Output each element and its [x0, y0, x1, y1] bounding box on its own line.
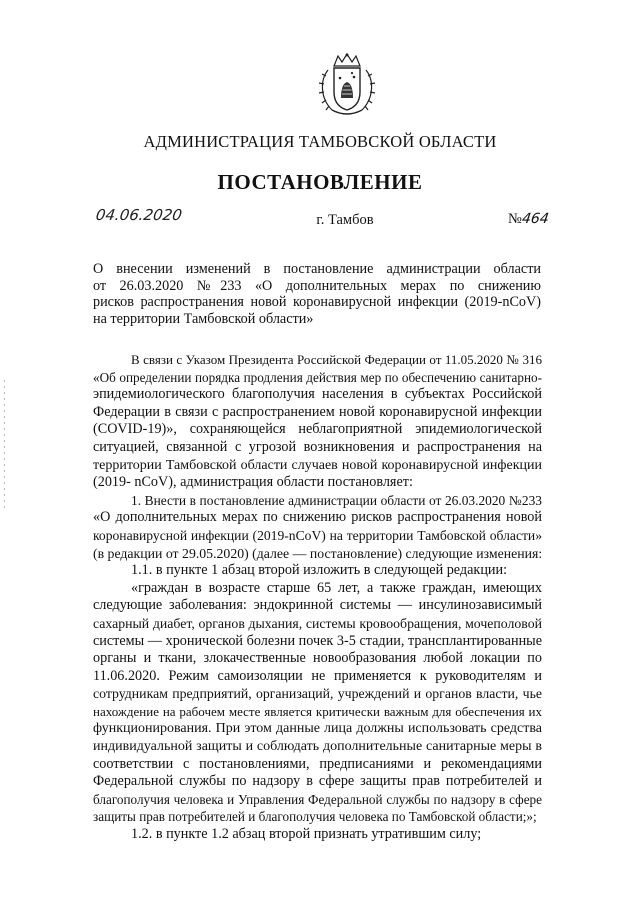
document-number: [508, 211, 549, 228]
body-line: нахождение на рабочем месте является критически важным для обеспечения их: [93, 703, 542, 719]
document-subject: [93, 261, 541, 327]
body-line: 1.1. в пункте 1 абзац второй изложить в следующей редакции:: [131, 562, 508, 579]
number-value: 464: [520, 211, 550, 227]
document-body: [93, 351, 542, 844]
body-line: соответствии с постановлениями, предписаниями и рекомендациями: [93, 755, 542, 772]
body-line: эпидемиологического благополучия населения в субъектах Российской: [93, 386, 542, 403]
body-line: «граждан в возрасте старше 65 лет, а также граждан, имеющих: [131, 579, 542, 596]
body-line: (COVID-19)», сохраняющейся неблагоприятной эпидемиологической: [93, 421, 542, 438]
body-line: системы — хронической болезни почек 3-5 стадии, трансплантированные: [93, 632, 542, 649]
body-line: (в редакции от 29.05.2020) (далее — постановление) следующие изменения:: [93, 545, 543, 561]
body-line: защиты прав потребителей и благополучия человека по Тамбовской области;»;: [93, 809, 537, 825]
body-line: сотрудникам предприятий, организаций, учреждений и органов власти, чье: [93, 686, 542, 702]
scan-edge-mark: [4, 380, 5, 510]
document-date: 04.06.2020: [94, 206, 184, 224]
number-prefix: №: [508, 211, 522, 227]
body-line: 1.2. в пункте 1.2 абзац второй признать утратившим силу;: [131, 826, 482, 843]
body-line: 1. Внести в постановление администрации области от 26.03.2020 №233: [131, 492, 542, 508]
body-line: В связи с Указом Президента Российской Федерации от 11.05.2020 № 316: [131, 352, 542, 367]
body-line: Федеральной службы по надзору в сфере защиты прав потребителей и: [93, 773, 542, 790]
document-type-title: ПОСТАНОВЛЕНИЕ: [217, 170, 423, 194]
body-line: благополучия человека и Управления Федеральной службы по надзору в сфере: [93, 791, 542, 807]
subject-line: на территории Тамбовской области»: [93, 310, 314, 327]
body-line: функционирования. При этом данные лица должны использовать средства: [93, 721, 542, 737]
body-line: 11.06.2020. Режим самоизоляции не применяется к руководителям и: [93, 667, 542, 684]
body-line: Федерации в связи с распространением новой коронавирусной инфекции: [93, 403, 542, 420]
subject-line: от 26.03.2020 №233 «О дополнительных мерах по снижению: [93, 277, 541, 294]
body-line: ситуацией, связанной с угрозой возникновения и распространения на: [93, 438, 542, 455]
body-line: «О дополнительных мерах по снижению рисков распространения новой: [93, 509, 542, 526]
body-line: следующие заболевания: эндокринной системы — инсулинозависимый: [93, 597, 542, 614]
body-line: территории Тамбовской области случаев новой коронавирусной инфекции: [93, 457, 542, 473]
coat-of-arms-emblem-icon: [316, 52, 378, 118]
body-line: сахарный диабет, органов дыхания, системы кровообращения, мочеполовой: [93, 615, 542, 631]
organization-name: АДМИНИСТРАЦИЯ ТАМБОВСКОЙ ОБЛАСТИ: [143, 132, 497, 151]
body-line: (2019- nCoV), администрация области постановляет:: [93, 474, 413, 491]
body-line: органы и ткани, злокачественные новообразования любой локации по: [93, 650, 542, 667]
subject-line: рисков распространения новой коронавирусной инфекции (2019-nCoV): [93, 294, 541, 311]
body-line: индивидуальной защиты и соблюдать дополнительные санитарные меры в: [93, 739, 542, 755]
subject-line: О внесении изменений в постановление администрации области: [93, 261, 541, 277]
body-line: коронавирусной инфекции (2019-nCoV) на территории Тамбовской области»: [93, 527, 542, 543]
document-city: г. Тамбов: [316, 212, 374, 228]
body-line: «Об определении порядка продления действия мер по обеспечению санитарно-: [93, 369, 542, 385]
